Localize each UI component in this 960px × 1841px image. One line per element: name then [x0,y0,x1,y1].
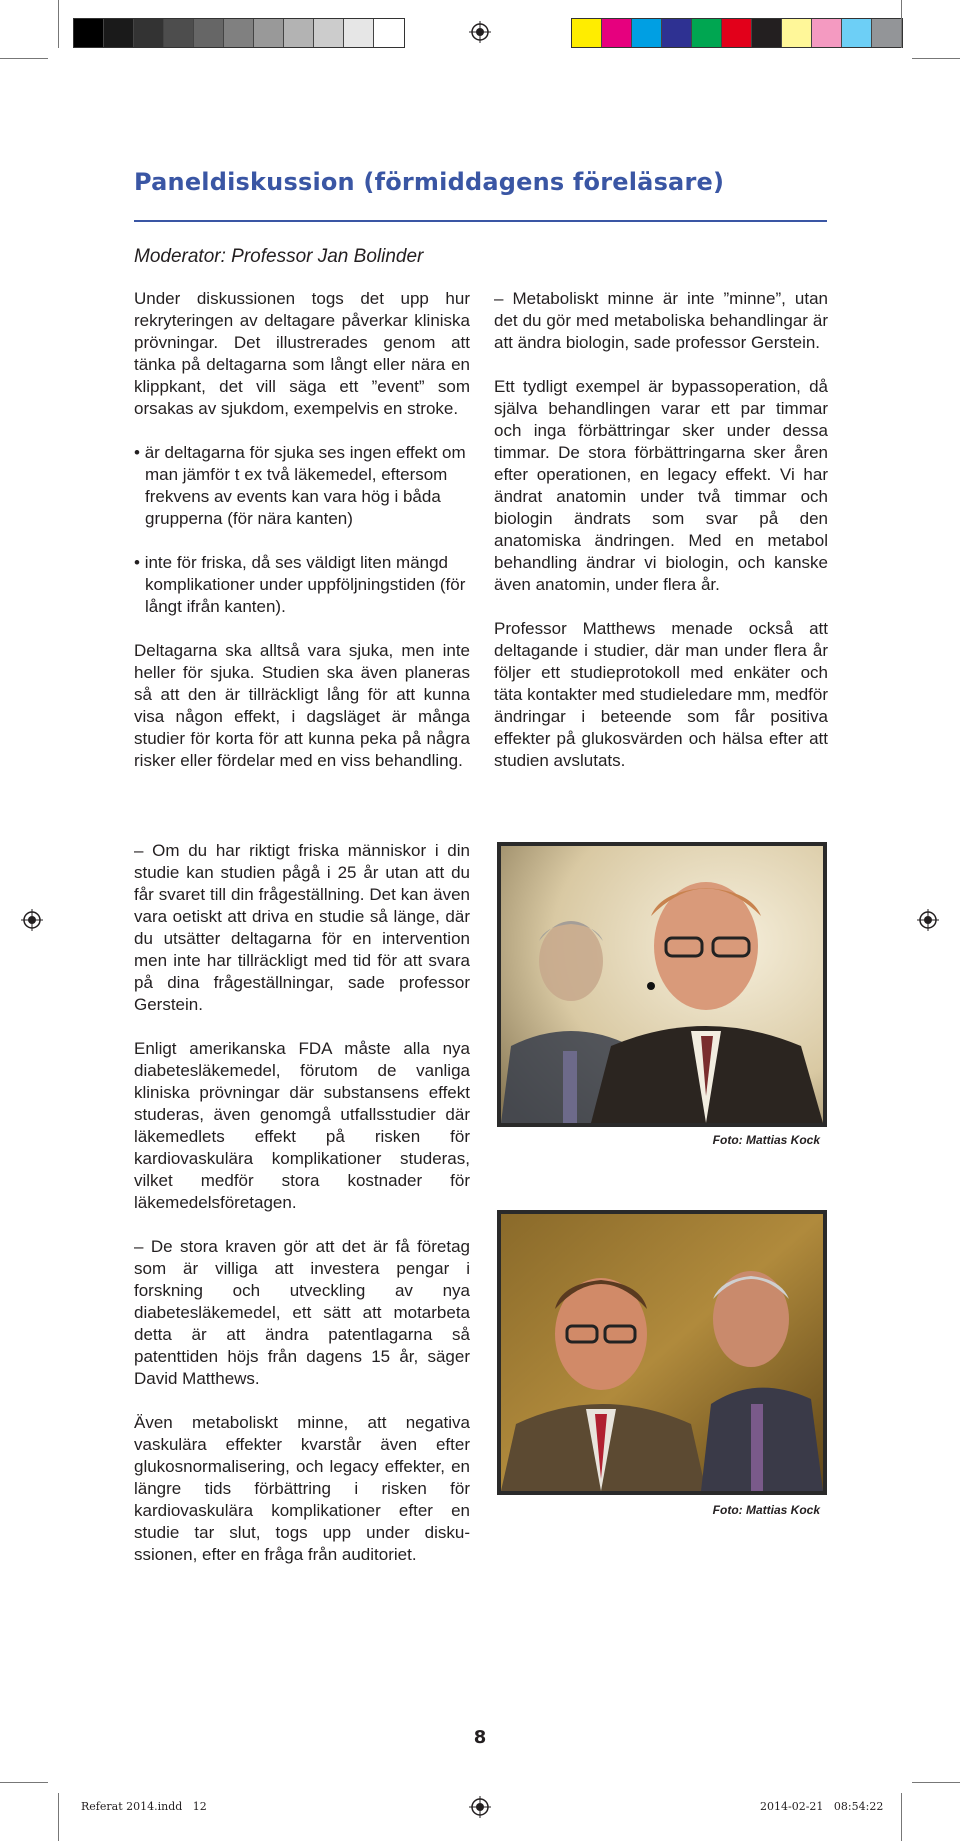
body-paragraph: – Metaboliskt minne är inte ”minne”, utan det du gör med metaboliska behandlingar är att ändra biologin, sade professor Gerstein. [494,289,828,352]
color-swatch [134,19,164,47]
color-swatch [662,19,692,47]
crop-mark [901,0,902,48]
color-swatch [314,19,344,47]
file-slug: Referat 2014.indd 12 [81,1800,207,1813]
panel-photo-gerstein [497,842,827,1127]
color-swatch [224,19,254,47]
panel-photo-matthews [497,1210,827,1495]
body-paragraph: Under diskussionen togs det upp hur rekryteringen av deltagare påverkar kliniska prövningar. Det illustrerades genom att tänka på deltagarna som långt eller nära en klippkant, det vill säga ett ”event” som orsakas av sjukdom, exempelvis en stroke. [134,289,470,418]
photo-caption: Foto: Mattias Kock [712,1503,820,1517]
right-column-top [494,288,828,794]
color-swatch [602,19,632,47]
color-swatch [842,19,872,47]
body-paragraph: – Om du har riktigt friska människor i din studie kan studien pågå i 25 år utan att du får svaret till din frågeställning. Det kan även vara oetiskt att driva en studie så länge, där du utsätter deltagarna för en intervention men inte har tillräckligt med tid för att svara på dina frågeställningar, sade professor Gerstein. [134,841,470,1014]
body-paragraph: – De stora kraven gör att det är få företag som är villiga att investera pengar i forskning och utveckling av nya diabetesläkemedel, ett sätt att motarbeta detta är att ändra patentlagarna så patenttiden höjs från dagens 15 år, säger David Matthews. [134,1237,470,1388]
title-underline [134,220,827,222]
color-swatch [812,19,842,47]
color-swatch [872,19,902,47]
registration-mark-icon [917,909,939,931]
bullet-item: • är deltagarna för sjuka ses ingen effekt om man jämför t ex två läkemedel, eftersom frekvens av events kan vara hög i båda grupperna (för nära kanten) [134,442,470,530]
color-swatch [572,19,602,47]
color-swatch [692,19,722,47]
crop-mark [0,58,48,59]
page-title: Paneldiskussion (förmiddagens föreläsare) [134,168,725,196]
photo-caption: Foto: Mattias Kock [712,1133,820,1147]
body-paragraph: Deltagarna ska alltså vara sjuka, men inte heller för sjuka. Studien ska även planeras så att den är tillräckligt lång för att kunna visa någon effekt, i dagsläget är många studier för korta för att kunna peka på några risker eller fördelar med en viss behandling. [134,641,470,770]
registration-mark-icon [21,909,43,931]
crop-mark [912,58,960,59]
photo-illustration [501,846,823,1123]
color-swatch [254,19,284,47]
color-swatch [344,19,374,47]
crop-mark [58,0,59,48]
moderator-line: Moderator: Professor Jan Bolinder [134,246,424,267]
crop-mark [912,1782,960,1783]
color-swatch [104,19,134,47]
date-slug: 2014-02-21 08:54:22 [760,1800,884,1813]
color-swatch [752,19,782,47]
crop-mark [58,1793,59,1841]
body-paragraph: Ett tydligt exempel är bypassoperation, då själva behandlingen varar ett par timmar och inga förbättringar sker under dessa timmar. De stora förbättringarna sker åren efter operationen, en legacy effekt. Vi har ändrat anatomin under två timmar och biologin ändrats som svar på den anatomiska ändringen. Med en metabol behandling ändrar vi biologin, och kanske även anatomin, under flera år. [494,377,828,594]
color-swatch [164,19,194,47]
registration-mark-icon [469,21,491,43]
grayscale-color-bar [73,18,405,48]
color-swatch [74,19,104,47]
color-swatch [722,19,752,47]
crop-mark [901,1793,902,1841]
bullet-item: • inte för friska, då ses väldigt liten mängd komplikationer under uppföljningstiden (för långt ifrån kanten). [134,552,470,618]
photo-illustration [501,1214,823,1491]
color-swatch [374,19,404,47]
process-color-bar [571,18,903,48]
color-swatch [284,19,314,47]
left-column-top [134,288,470,794]
body-paragraph: Professor Matthews menade också att deltagande i studier, där man under flera år följer ett studieprotokoll med enkäter och täta kontakter med studieledare mm, medför ändringar i beteende som får positiva effekter på glukosvärden och hälsa efter att studien avslutats. [494,619,828,770]
registration-mark-icon [469,1796,491,1818]
crop-mark [0,1782,48,1783]
page-number: 8 [473,1727,487,1748]
color-swatch [782,19,812,47]
bullet-list [134,442,470,618]
color-swatch [194,19,224,47]
left-column-bottom [134,840,470,1588]
body-paragraph: Även metaboliskt minne, att negativa vaskulära effekter kvarstår även efter glukosnormalisering, och legacy effekter, en längre tids förbättring i risken för kardiovaskulära komplikationer efter en studie tar slut, togs upp under disku-ssionen, efter en fråga från auditoriet. [134,1413,470,1564]
color-swatch [632,19,662,47]
body-paragraph: Enligt amerikanska FDA måste alla nya diabetesläkemedel, förutom de vanliga kliniska prövningar där substansens effekt studeras, även genomgå utfallsstudier där läkemedlets effekt på risken för kardiovaskulära komplikationer studeras, vilket medför stora kostnader för läkemedelsföretagen. [134,1039,470,1212]
